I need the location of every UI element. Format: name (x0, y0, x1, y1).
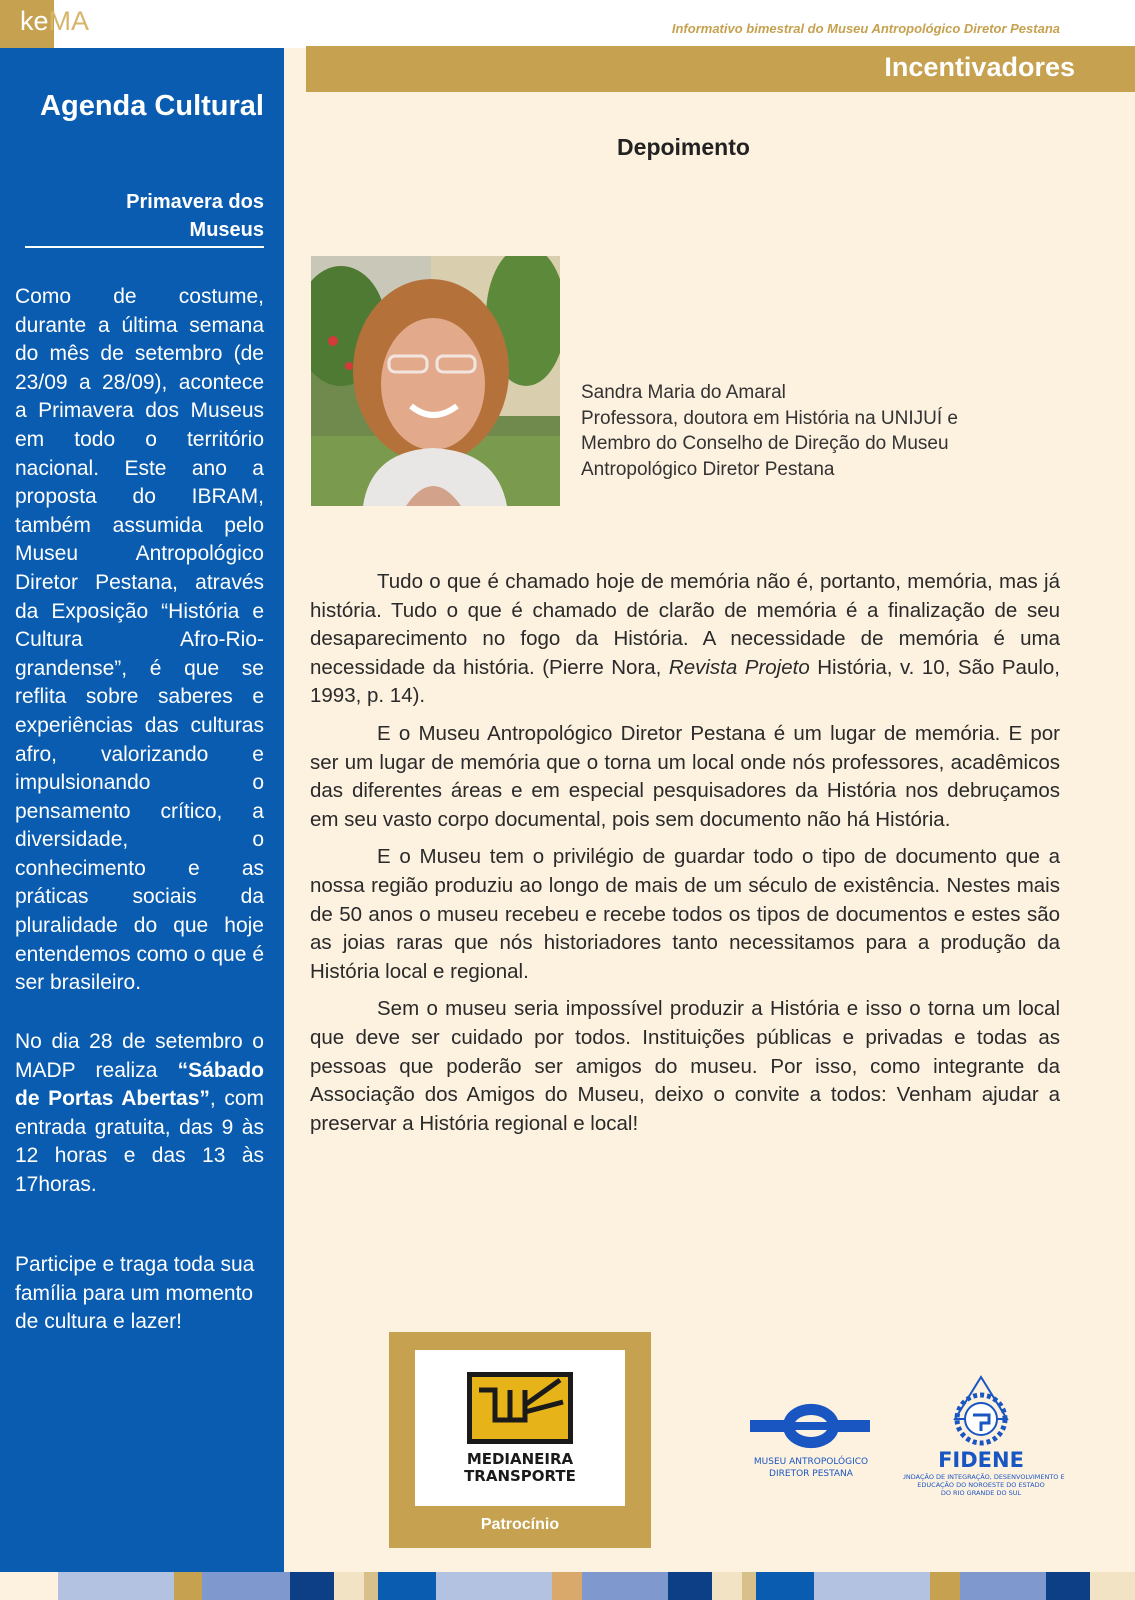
banner-title: Incentivadores (884, 52, 1075, 82)
fidene-desc-3: DO RIO GRANDE DO SUL (940, 1489, 1022, 1497)
testimony-paragraph-2: E o Museu Antropológico Diretor Pestana é um lugar de memória. E por ser um lugar de memória que o torna um local onde nós professores, acadêmicos das diferentes áreas e em especial pesquisadores da História nos debruçamos em seu vasto corpo documental, pois sem documento não há História. (310, 721, 1060, 831)
madp-subname: DIRETOR PESTANA (769, 1469, 853, 1479)
strip-segment (1090, 1572, 1135, 1600)
para2-start: No dia 28 de setembro o MADP realiza (15, 1030, 264, 1082)
sidebar-divider (25, 246, 264, 248)
decorative-color-strip (0, 1572, 1135, 1600)
agenda-sidebar (0, 48, 284, 1572)
newsletter-subtitle: Informativo bimestral do Museu Antropológico Diretor Pestana (671, 21, 1060, 36)
strip-segment (668, 1572, 712, 1600)
testimony-paragraph-4: Sem o museu seria impossível produzir a História e isso o torna um local que deve ser cuidado por todos. Instituições públicas e privadas e todas as pessoas que poderão ser amigos do museu. Por isso, como integrante da Associação dos Amigos do Museu, deixo o convite a todos: Venham ajudar a preservar a História regional e local! (310, 997, 1060, 1135)
sidebar-paragraph-3: Participe e traga toda sua família para um momento de cultura e lazer! (15, 1253, 255, 1334)
sponsor-label: Patrocínio (480, 1516, 560, 1533)
strip-segment (960, 1572, 1046, 1600)
strip-segment (1046, 1572, 1090, 1600)
strip-segment (334, 1572, 364, 1600)
fidene-logo (903, 1375, 1073, 1505)
p1-journal-title: Revista Projeto (668, 655, 810, 679)
portrait-caption (581, 380, 958, 482)
logo-ke: ke (20, 6, 49, 36)
strip-segment (814, 1572, 930, 1600)
section-banner (306, 46, 1135, 92)
kema-logo (0, 0, 110, 48)
fidene-desc-2: EDUCAÇÃO DO NOROESTE DO ESTADO (917, 1481, 1045, 1489)
para2-event-name: “Sábado de Portas Abertas” (15, 1058, 264, 1111)
strip-segment (930, 1572, 960, 1600)
madp-name: MUSEU ANTROPOLÓGICO (753, 1457, 869, 1467)
sponsor-box (389, 1332, 651, 1548)
strip-segment (742, 1572, 756, 1600)
portrait-photo (311, 256, 560, 506)
logo-ma: MA (48, 6, 90, 36)
strip-segment (290, 1572, 334, 1600)
medianeira-subname: TRANSPORTE (464, 1467, 576, 1485)
fidene-desc-1: FUNDAÇÃO DE INTEGRAÇÃO, DESENVOLVIMENTO E (903, 1473, 1065, 1481)
caption-name: Sandra Maria do Amaral (581, 382, 786, 403)
madp-logo (746, 1392, 876, 1482)
p1-reference: História, v. 10, São Paulo, 1993, p. 14). (310, 655, 1061, 708)
testimony-paragraph-3: E o Museu tem o privilégio de guardar todo o tipo de documento que a nossa região produziu ao longo de mais de um século de existência. Nestes mais de 50 anos o museu recebeu e recebe todos os tipos de documentos e estes são as joias raras que nós historiadores tanto necessitamos para a produção da História local e regional. (310, 845, 1060, 983)
para2-end: , com entrada gratuita, das 9 às 12 horas e das 13 às 17horas. (15, 1087, 264, 1196)
section-title: Depoimento (617, 134, 750, 160)
strip-segment (58, 1572, 174, 1600)
strip-segment (364, 1572, 378, 1600)
sidebar-subtitle (64, 188, 264, 244)
fidene-name: FIDENE (938, 1448, 1024, 1472)
p1-text: Tudo o que é chamado hoje de memória não é, portanto, memória, mas já história. Tudo o que é chamado de clarão de memória é a finalização de seu desaparecimento no fogo da História. A necessidade de memória é uma necessidade da história. (Pierre Nora, (310, 570, 1060, 679)
caption-line-4: Antropológico Diretor Pestana (581, 458, 835, 480)
strip-segment (174, 1572, 202, 1600)
testimony-body (310, 568, 1060, 1147)
logo-text (20, 6, 89, 37)
strip-segment (756, 1572, 814, 1600)
strip-segment (582, 1572, 668, 1600)
medianeira-name: MEDIANEIRA (466, 1450, 574, 1468)
caption-line-2: Professora, doutora em História na UNIJUÍ e (581, 407, 958, 429)
strip-segment (712, 1572, 742, 1600)
strip-segment (378, 1572, 436, 1600)
sidebar-title: Agenda Cultural (40, 90, 264, 122)
strip-segment (552, 1572, 582, 1600)
strip-segment (202, 1572, 290, 1600)
caption-line-3: Membro do Conselho de Direção do Museu (581, 433, 949, 454)
sidebar-paragraph-1: Como de costume, durante a última semana do mês de setembro (de 23/09 a 28/09), acontece a Primavera dos Museus em todo o território nacional. Este ano a proposta do IBRAM, também assumida pelo Museu Antropológico Diretor Pestana, através da Exposição “História e Cultura Afro-Rio-grandense”, é que se reflita sobre saberes e experiências das culturas afro, valorizando e impulsionando o pensamento crítico, a diversidade, o conhecimento e as práticas sociais da pluralidade do que hoje entendemos como o que é ser brasileiro. (15, 285, 264, 995)
sidebar-subtitle-line2: Museus (189, 219, 264, 241)
strip-segment (0, 1572, 58, 1600)
sidebar-paragraph-2 (15, 1028, 264, 1200)
testimony-paragraph-1 (310, 568, 1060, 711)
medianeira-logo (415, 1350, 625, 1506)
strip-segment (436, 1572, 552, 1600)
sidebar-subtitle-line1: Primavera dos (126, 191, 264, 213)
